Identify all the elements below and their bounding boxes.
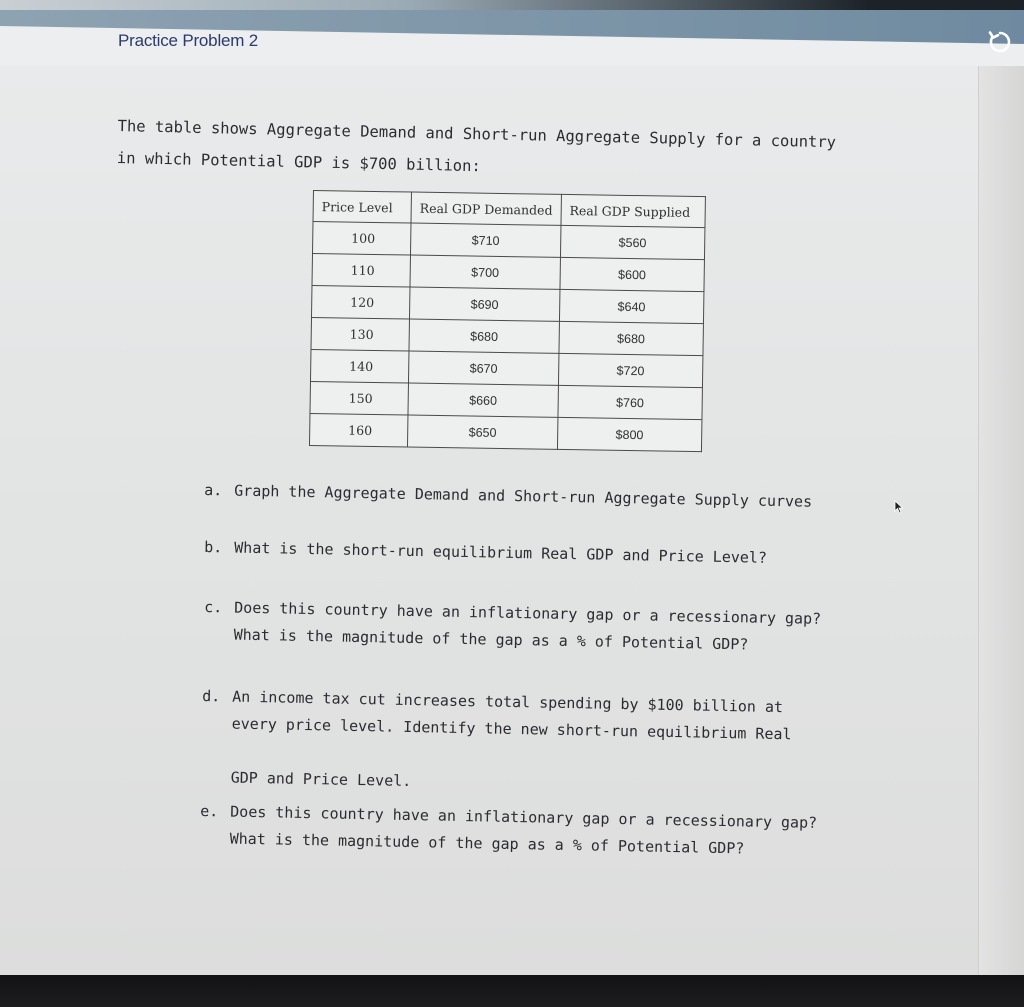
table-row [309, 413, 701, 451]
intro-line-2: in which Potential GDP is $700 billion: [116, 148, 481, 176]
cell-gdp-demanded: $700 [410, 255, 560, 289]
problem-title: Practice Problem 2 [118, 31, 259, 50]
question-text: Graph the Aggregate Demand and Short-run Aggregate Supply curves [234, 481, 813, 511]
cell-gdp-supplied: $560 [560, 225, 704, 259]
cell-price-level: 120 [311, 285, 409, 319]
cell-gdp-supplied: $720 [558, 353, 702, 387]
question-letter: c. [204, 597, 223, 617]
question-text: What is the magnitude of the gap as a % of Potential GDP? [233, 625, 749, 654]
question-e [199, 771, 818, 891]
cell-price-level: 130 [311, 317, 409, 351]
cell-price-level: 160 [309, 413, 407, 447]
cell-price-level: 140 [310, 349, 408, 383]
question-text: What is the magnitude of the gap as a % of Potential GDP? [229, 829, 745, 858]
question-text: An income tax cut increases total spending by $100 billion at [232, 687, 784, 717]
mouse-cursor-icon [894, 500, 904, 514]
cell-price-level: 110 [312, 254, 410, 288]
screen-bezel [0, 975, 1024, 1007]
question-letter: e. [200, 801, 219, 821]
question-letter: a. [204, 480, 223, 500]
question-letter: b. [204, 537, 223, 557]
cell-gdp-demanded: $710 [410, 223, 560, 257]
cell-gdp-supplied: $800 [557, 417, 701, 451]
question-b [204, 507, 768, 572]
ad-sras-table [309, 190, 706, 452]
cell-gdp-demanded: $690 [409, 287, 559, 321]
cell-price-level: 150 [310, 381, 408, 415]
cell-price-level: 100 [313, 222, 411, 256]
cell-gdp-demanded: $680 [409, 319, 559, 353]
cell-gdp-supplied: $680 [559, 321, 703, 355]
header-gdp-supplied: Real GDP Supplied [561, 194, 705, 227]
header-price-level: Price Level [313, 191, 411, 224]
cell-gdp-demanded: $670 [408, 351, 558, 385]
cell-gdp-supplied: $760 [558, 385, 702, 419]
question-text: What is the short-run equilibrium Real GDP and Price Level? [234, 538, 768, 567]
question-text: GDP and Price Level. [230, 768, 412, 791]
question-text: Does this country have an inflationary gap or a recessionary gap? [230, 802, 818, 832]
cell-gdp-supplied: $600 [560, 257, 704, 291]
intro-line-1: The table shows Aggregate Demand and Short-run Aggregate Supply for a country [117, 116, 837, 152]
question-a [204, 450, 813, 516]
question-letter: d. [202, 686, 221, 706]
header-gdp-demanded: Real GDP Demanded [411, 192, 561, 225]
question-text: Does this country have an inflationary gap or a recessionary gap? [234, 598, 822, 628]
intro-text [117, 110, 908, 192]
cell-gdp-demanded: $650 [407, 415, 557, 449]
cell-gdp-demanded: $660 [408, 383, 558, 417]
cell-gdp-supplied: $640 [559, 289, 703, 323]
data-table-wrapper [309, 190, 706, 452]
question-text: every price level. Identify the new short-run equilibrium Real [231, 714, 792, 744]
